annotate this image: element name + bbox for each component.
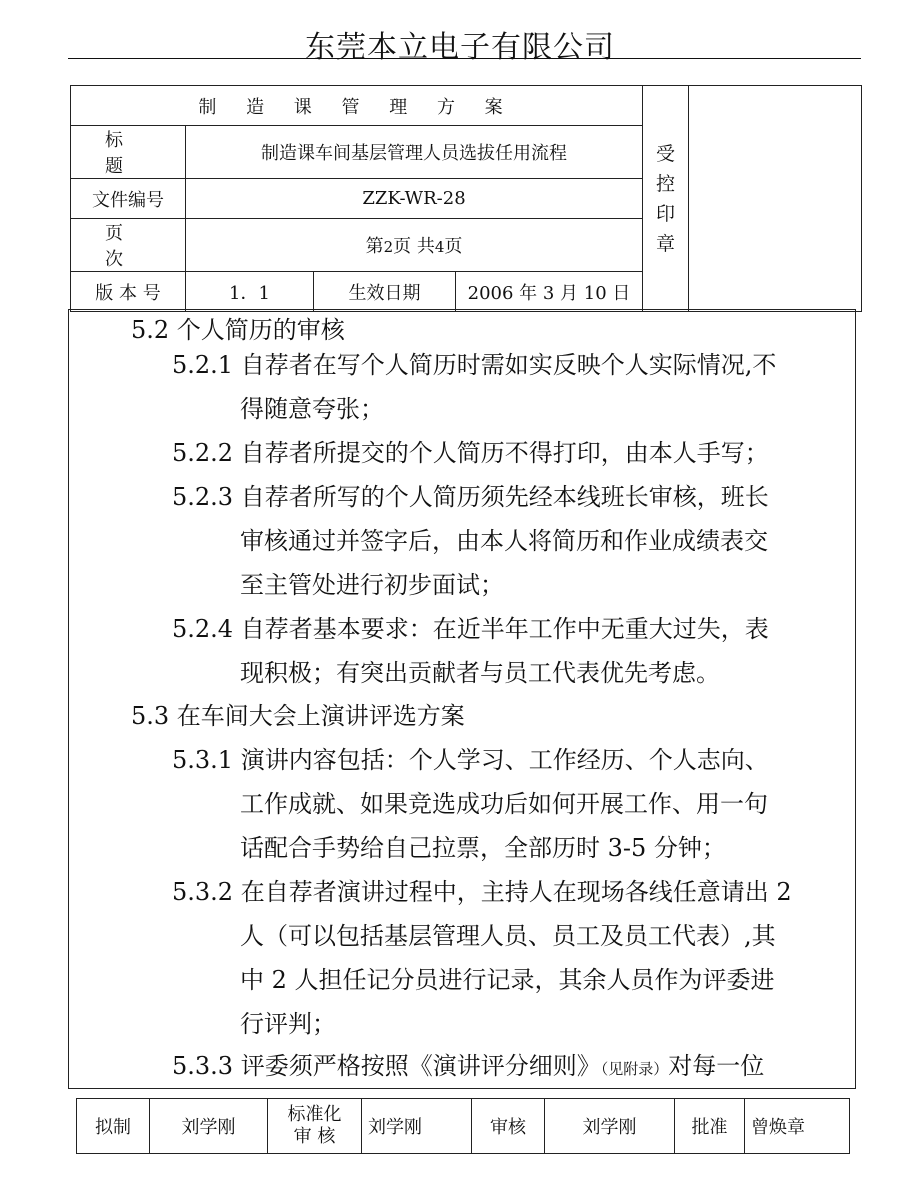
controlled-stamp-label xyxy=(643,86,689,312)
document-header-table xyxy=(70,85,862,312)
stamp-char: 控 xyxy=(656,172,676,195)
std-review-by: 刘学刚 xyxy=(362,1099,472,1154)
paragraph-line: 5.3.1 演讲内容包括：个人学习、工作经历、个人志向、 xyxy=(172,746,769,774)
company-name: 东莞本立电子有限公司 xyxy=(305,30,615,65)
paragraph-line: 5.2.2 自荐者所提交的个人简历不得打印，由本人手写； xyxy=(172,439,769,467)
paragraph-line: 人（可以包括基层管理人员、员工及员工代表）,其 xyxy=(240,922,776,950)
page-total: 4 xyxy=(434,238,445,256)
stamp-char: 章 xyxy=(656,232,676,255)
company-divider xyxy=(68,58,861,59)
appendix-note: （见附录） xyxy=(600,1060,669,1078)
page-prefix: 第 xyxy=(365,236,384,257)
page-current: 2 xyxy=(383,238,394,256)
review-label: 审核 xyxy=(472,1099,545,1154)
paragraph-line: 5.2.1 自荐者在写个人简历时需如实反映个人实际情况,不 xyxy=(172,351,777,379)
effective-date-label: 生效日期 xyxy=(314,272,456,312)
stamp-char: 印 xyxy=(656,202,676,225)
stamp-area xyxy=(689,86,862,312)
paragraph-line xyxy=(172,1051,764,1084)
effective-date-value: 2006 年 3 月 10 日 xyxy=(456,272,643,312)
paragraph-line: 行评判； xyxy=(240,1010,336,1038)
std-review-label-line1: 标准化 xyxy=(287,1104,342,1125)
paragraph-line: 5.3.2 在自荐者演讲过程中，主持人在现场各线任意请出 2 xyxy=(172,878,792,906)
paragraph-line: 至主管处进行初步面试； xyxy=(240,571,504,599)
paragraph-line: 得随意夸张； xyxy=(240,395,384,423)
line-text: 5.3.3 评委须严格按照《演讲评分细则》 xyxy=(172,1052,601,1080)
subject-label: 标 题 xyxy=(71,126,186,179)
page-value xyxy=(186,219,643,272)
stamp-char: 受 xyxy=(656,142,676,165)
section-heading: 5.3 在车间大会上演讲评选方案 xyxy=(131,702,465,730)
paragraph-line: 5.2.4 自荐者基本要求：在近半年工作中无重大过失，表 xyxy=(172,615,769,643)
std-review-label xyxy=(268,1099,362,1154)
drafted-label: 拟制 xyxy=(77,1099,150,1154)
paragraph-line: 中 2 人担任记分员进行记录，其余人员作为评委进 xyxy=(240,966,775,994)
review-by: 刘学刚 xyxy=(545,1099,675,1154)
section-heading: 5.2 个人简历的审核 xyxy=(131,316,345,344)
approval-table xyxy=(76,1098,850,1154)
paragraph-line: 工作成就、如果竞选成功后如何开展工作、用一句 xyxy=(240,790,768,818)
line-text: 对每一位 xyxy=(668,1052,765,1080)
paragraph-line: 审核通过并签字后，由本人将简历和作业成绩表交 xyxy=(240,527,768,555)
paragraph-line: 现积极；有突出贡献者与员工代表优先考虑。 xyxy=(240,659,720,687)
paragraph-line: 5.2.3 自荐者所写的个人简历须先经本线班长审核，班长 xyxy=(172,483,769,511)
page-label: 页 次 xyxy=(71,219,186,272)
page-suffix: 页 xyxy=(444,236,463,257)
docno-value: ZZK-WR-28 xyxy=(186,179,643,219)
doc-title: 制 造 课 管 理 方 案 xyxy=(71,86,643,126)
drafted-by: 刘学刚 xyxy=(150,1099,268,1154)
approve-by: 曾焕章 xyxy=(745,1099,850,1154)
version-label: 版 本 号 xyxy=(71,272,186,312)
document-body xyxy=(68,309,856,1089)
approve-label: 批准 xyxy=(675,1099,745,1154)
page-middle: 页 共 xyxy=(393,236,435,257)
std-review-label-line2: 审 核 xyxy=(293,1126,336,1147)
docno-label: 文件编号 xyxy=(71,179,186,219)
subject-value: 制造课车间基层管理人员选拔任用流程 xyxy=(186,126,643,179)
paragraph-line: 话配合手势给自己拉票，全部历时 3-5 分钟； xyxy=(240,834,726,862)
version-value: 1．1 xyxy=(186,272,314,312)
